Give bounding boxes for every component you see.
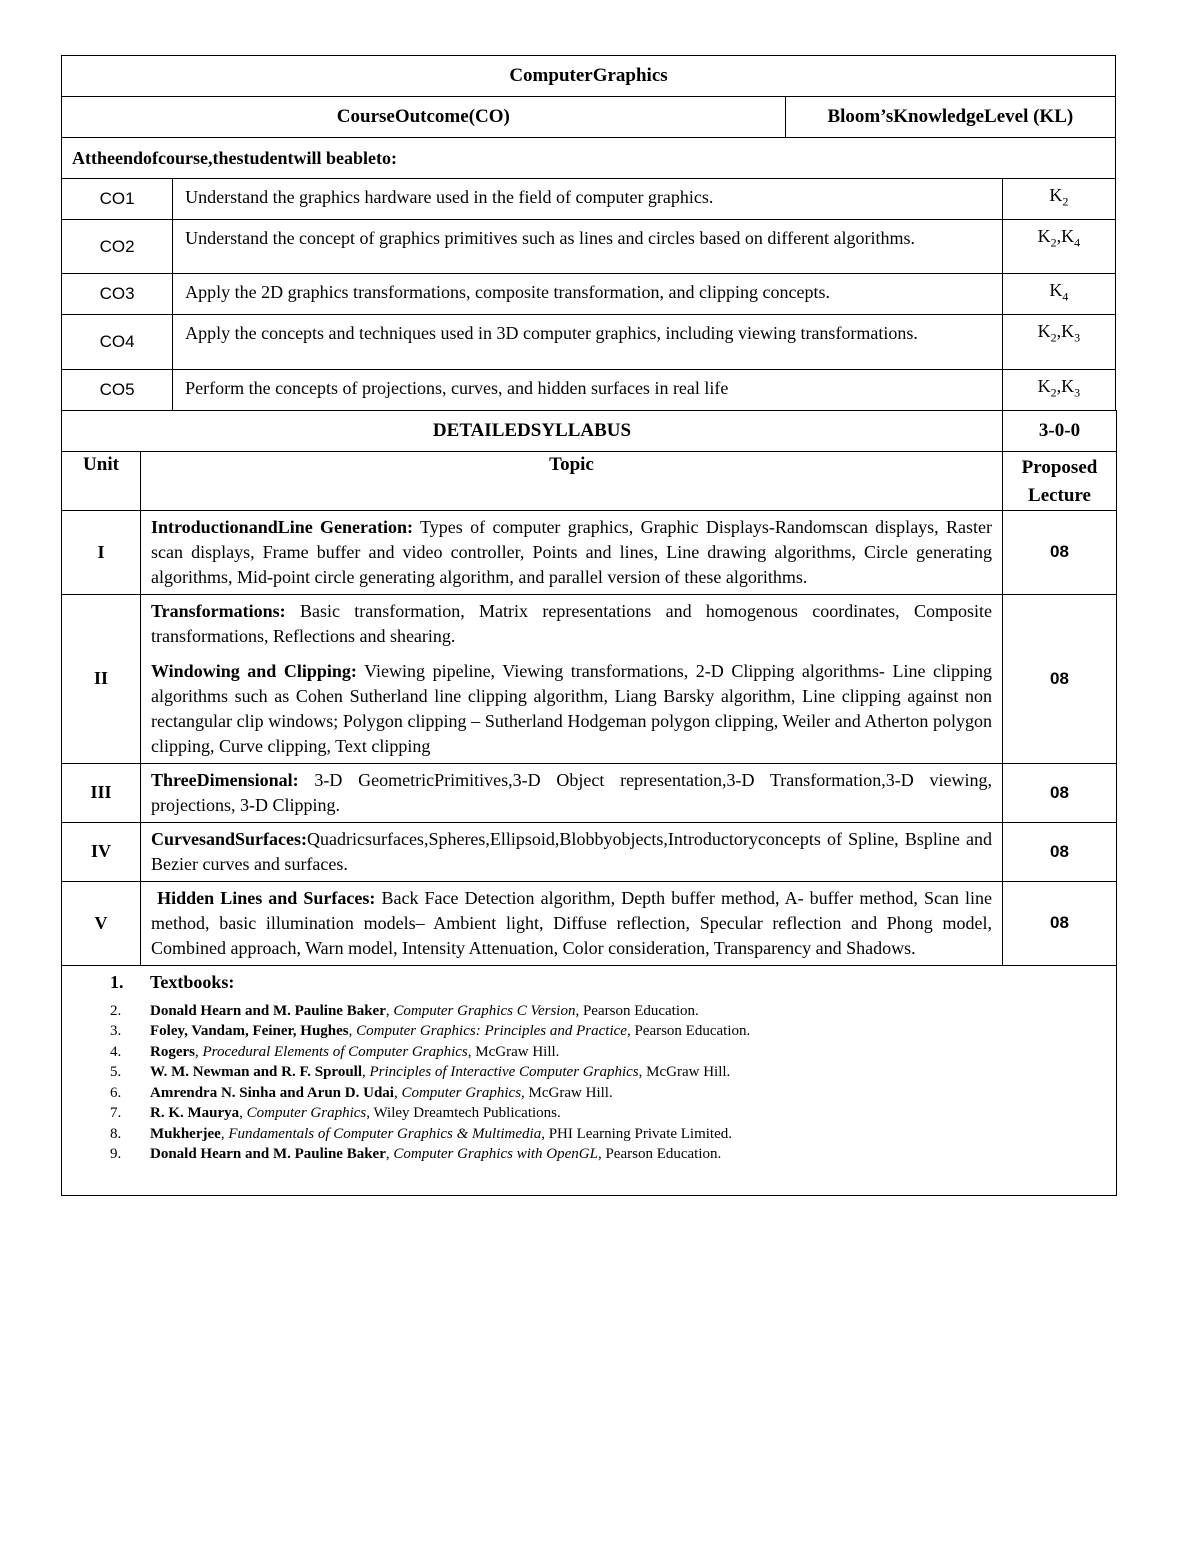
- textbook-item: [110, 1124, 1106, 1145]
- textbook-number: 7.: [110, 1105, 122, 1121]
- textbooks-heading: Textbooks:: [150, 971, 235, 992]
- kl-subscript: 2: [1062, 194, 1069, 209]
- syllabus-heading: DETAILEDSYLLABUS: [62, 410, 1003, 451]
- textbook-title: Computer Graphics with OpenGL: [393, 1146, 598, 1162]
- textbooks-section: [62, 965, 1117, 1195]
- textbooks-title: [110, 972, 1106, 993]
- unit-topic: [141, 881, 1003, 965]
- kl-letter: K: [1037, 226, 1051, 246]
- textbook-number: 6.: [110, 1084, 122, 1101]
- topic-heading: Transformations:: [151, 600, 286, 621]
- textbook-authors: Rogers: [150, 1043, 195, 1060]
- co-kl: [1002, 274, 1115, 315]
- co-text: Apply the concepts and techniques used in 3D computer graphics, including viewing transformations.: [173, 315, 1003, 370]
- co-kl: [1002, 370, 1115, 411]
- unit-topic: [141, 510, 1003, 594]
- topic-text: Types of computer graphics, Graphic Displays-Randomscan displays, Raster scan displays, Frame buffer and video controller, Points and lines, Line drawing algorithms, Circle generating algorithms, Mid-point circle generating algorithm, and parallel version of these algorithms.: [151, 516, 992, 587]
- kl-letter: ,K: [1056, 321, 1075, 341]
- textbook-item: [110, 1021, 1106, 1042]
- textbook-number: 3.: [110, 1023, 122, 1039]
- textbook-item: [110, 1083, 1106, 1104]
- textbook-list: [110, 1001, 1106, 1165]
- unit-lectures: 08: [1003, 763, 1117, 822]
- textbook-publisher: , Pearson Education.: [597, 1146, 722, 1162]
- textbook-separator: ,: [220, 1125, 229, 1142]
- topic-heading: CurvesandSurfaces:: [151, 828, 307, 849]
- topic-paragraph: [151, 599, 992, 649]
- unit-rows: [62, 510, 1117, 965]
- textbook-separator: ,: [393, 1084, 402, 1101]
- unit-topic: [141, 763, 1003, 822]
- textbook-authors: Amrendra N. Sinha and Arun D. Udai: [150, 1084, 394, 1101]
- textbook-publisher: , McGraw Hill.: [638, 1064, 731, 1080]
- co-header-outcome: CourseOutcome(CO): [62, 97, 786, 138]
- textbook-publisher: , McGraw Hill.: [467, 1043, 560, 1060]
- unit-lectures: 08: [1003, 594, 1117, 763]
- kl-subscript: 4: [1062, 289, 1069, 304]
- topic-paragraph: [151, 827, 992, 877]
- topic-heading: ThreeDimensional:: [151, 769, 299, 790]
- textbook-separator: ,: [385, 1146, 394, 1162]
- textbook-authors: R. K. Maurya: [150, 1105, 240, 1121]
- co-kl: [1002, 315, 1115, 370]
- co-kl: [1002, 179, 1115, 220]
- textbook-separator: ,: [362, 1064, 370, 1080]
- unit-row: [62, 510, 1117, 594]
- kl-subscript: 4: [1074, 235, 1081, 250]
- unit-lectures: 08: [1003, 822, 1117, 881]
- co-kl: [1002, 220, 1115, 274]
- unit-row: [62, 763, 1117, 822]
- unit-row: [62, 822, 1117, 881]
- topic-text: Quadricsurfaces,Spheres,Ellipsoid,Blobbyobjects,Introductoryconcepts of Spline, Bspline and Bezier curves and surfaces.: [151, 828, 992, 874]
- unit-row: [62, 594, 1117, 763]
- co-id: CO3: [62, 274, 173, 315]
- textbook-authors: Mukherjee: [150, 1125, 221, 1142]
- topic-text: Back Face Detection algorithm, Depth buffer method, A- buffer method, Scan line method, basic illumination models– Ambient light, Diffuse reflection, Specular reflection and Phong model, Combined approach, Warn model, Intensity Attenuation, Color consideration, Transparency and Shadows.: [151, 887, 993, 958]
- textbook-number: 9.: [110, 1146, 122, 1162]
- textbook-separator: ,: [195, 1043, 203, 1060]
- co-id: CO4: [62, 315, 173, 370]
- textbook-title: Computer Graphics: [401, 1084, 522, 1101]
- unit-lectures: 08: [1003, 510, 1117, 594]
- co-header-bloom: Bloom’sKnowledgeLevel (KL): [785, 97, 1115, 138]
- course-title: ComputerGraphics: [62, 56, 1116, 97]
- textbook-title: Procedural Elements of Computer Graphics: [202, 1043, 468, 1060]
- co-row: [62, 274, 1116, 315]
- textbook-title: Computer Graphics C Version: [393, 1002, 576, 1019]
- kl-letter: K: [1037, 376, 1051, 396]
- co-row: [62, 315, 1116, 370]
- textbook-publisher: , Wiley Dreamtech Publications.: [366, 1105, 561, 1121]
- syllabus-ltp: 3-0-0: [1003, 410, 1117, 451]
- textbook-title: Computer Graphics: [246, 1105, 367, 1121]
- unit-number: V: [62, 881, 141, 965]
- topic-heading: Hidden Lines and Surfaces:: [151, 887, 376, 908]
- kl-letter: ,K: [1056, 226, 1075, 246]
- textbook-item: [110, 1103, 1106, 1124]
- textbook-title: Computer Graphics: Principles and Practice: [356, 1023, 627, 1039]
- textbook-publisher: , Pearson Education.: [575, 1002, 699, 1019]
- textbook-separator: ,: [385, 1002, 394, 1019]
- topic-text: Basic transformation, Matrix representations and homogenous coordinates, Composite transformations, Reflections and shearing.: [151, 600, 992, 646]
- textbook-number: 8.: [110, 1125, 122, 1142]
- topic-paragraph: [151, 886, 992, 961]
- topic-text: Viewing pipeline, Viewing transformations, 2-D Clipping algorithms- Line clipping algorithms such as Cohen Sutherland line clipping algorithm, Liang Barsky algorithm, Line clipping against non rectangular clip windows; Polygon clipping – Sutherland Hodgeman polygon clipping, Weiler and Atherton polygon clipping, Curve clipping, Text clipping: [151, 660, 992, 756]
- unit-number: I: [62, 510, 141, 594]
- col-unit: Unit: [62, 451, 141, 510]
- textbook-number: 2.: [110, 1002, 122, 1019]
- co-id: CO5: [62, 370, 173, 411]
- kl-subscript: 2: [1050, 385, 1057, 400]
- co-row: [62, 220, 1116, 274]
- kl-letter: K: [1049, 185, 1063, 205]
- unit-number: II: [62, 594, 141, 763]
- textbook-number: 4.: [110, 1043, 122, 1060]
- textbook-authors: W. M. Newman and R. F. Sproull: [150, 1064, 362, 1080]
- textbook-publisher: , PHI Learning Private Limited.: [541, 1125, 733, 1142]
- kl-letter: ,K: [1056, 376, 1075, 396]
- unit-topic: [141, 594, 1003, 763]
- co-text: Understand the graphics hardware used in the field of computer graphics.: [173, 179, 1003, 220]
- syllabus-page: [61, 55, 1116, 1196]
- topic-text: 3-D GeometricPrimitives,3-D Object representation,3-D Transformation,3-D viewing, projections, 3-D Clipping.: [151, 769, 992, 815]
- unit-number: IV: [62, 822, 141, 881]
- unit-row: [62, 881, 1117, 965]
- textbook-authors: Donald Hearn and M. Pauline Baker: [150, 1002, 386, 1019]
- co-row: [62, 179, 1116, 220]
- textbook-publisher: , Pearson Education.: [626, 1023, 751, 1039]
- textbook-number: 5.: [110, 1064, 122, 1080]
- unit-topic: [141, 822, 1003, 881]
- col-lecture: [1003, 451, 1117, 510]
- kl-letter: K: [1049, 280, 1063, 300]
- col-lecture-line1: Proposed: [1021, 456, 1098, 478]
- kl-subscript: 3: [1074, 330, 1081, 345]
- col-lecture-line2: Lecture: [1028, 484, 1091, 506]
- syllabus-table: [61, 410, 1117, 1196]
- topic-paragraph: [151, 515, 992, 590]
- topic-paragraph: [151, 768, 992, 818]
- topic-heading: IntroductionandLine Generation:: [151, 516, 414, 537]
- co-row: [62, 370, 1116, 411]
- textbook-item: [110, 1042, 1106, 1063]
- textbook-authors: Foley, Vandam, Feiner, Hughes: [150, 1023, 349, 1039]
- textbook-title: Fundamentals of Computer Graphics & Multimedia: [228, 1125, 542, 1142]
- textbooks-number: 1.: [110, 971, 124, 992]
- kl-letter: K: [1037, 321, 1051, 341]
- col-topic: Topic: [141, 451, 1003, 510]
- textbook-separator: ,: [348, 1023, 357, 1039]
- co-id: CO2: [62, 220, 173, 274]
- kl-subscript: 2: [1050, 330, 1057, 345]
- textbook-item: [110, 1001, 1106, 1022]
- co-text: Perform the concepts of projections, curves, and hidden surfaces in real life: [173, 370, 1003, 411]
- topic-heading: Windowing and Clipping:: [151, 660, 357, 681]
- course-outcome-table: [61, 55, 1116, 411]
- co-rows: [62, 179, 1116, 411]
- topic-paragraph: [151, 659, 992, 759]
- kl-subscript: 3: [1074, 385, 1081, 400]
- co-text: Apply the 2D graphics transformations, composite transformation, and clipping concepts.: [173, 274, 1003, 315]
- textbook-separator: ,: [239, 1105, 247, 1121]
- kl-subscript: 2: [1050, 235, 1057, 250]
- textbook-publisher: , McGraw Hill.: [521, 1084, 613, 1101]
- co-intro: Attheendofcourse,thestudentwill beableto:: [62, 138, 1116, 179]
- co-text: Understand the concept of graphics primitives such as lines and circles based on different algorithms.: [173, 220, 1003, 274]
- co-id: CO1: [62, 179, 173, 220]
- textbook-item: [110, 1062, 1106, 1083]
- textbook-item: [110, 1144, 1106, 1165]
- unit-lectures: 08: [1003, 881, 1117, 965]
- textbook-title: Principles of Interactive Computer Graphics: [369, 1064, 639, 1080]
- unit-number: III: [62, 763, 141, 822]
- textbook-authors: Donald Hearn and M. Pauline Baker: [150, 1146, 386, 1162]
